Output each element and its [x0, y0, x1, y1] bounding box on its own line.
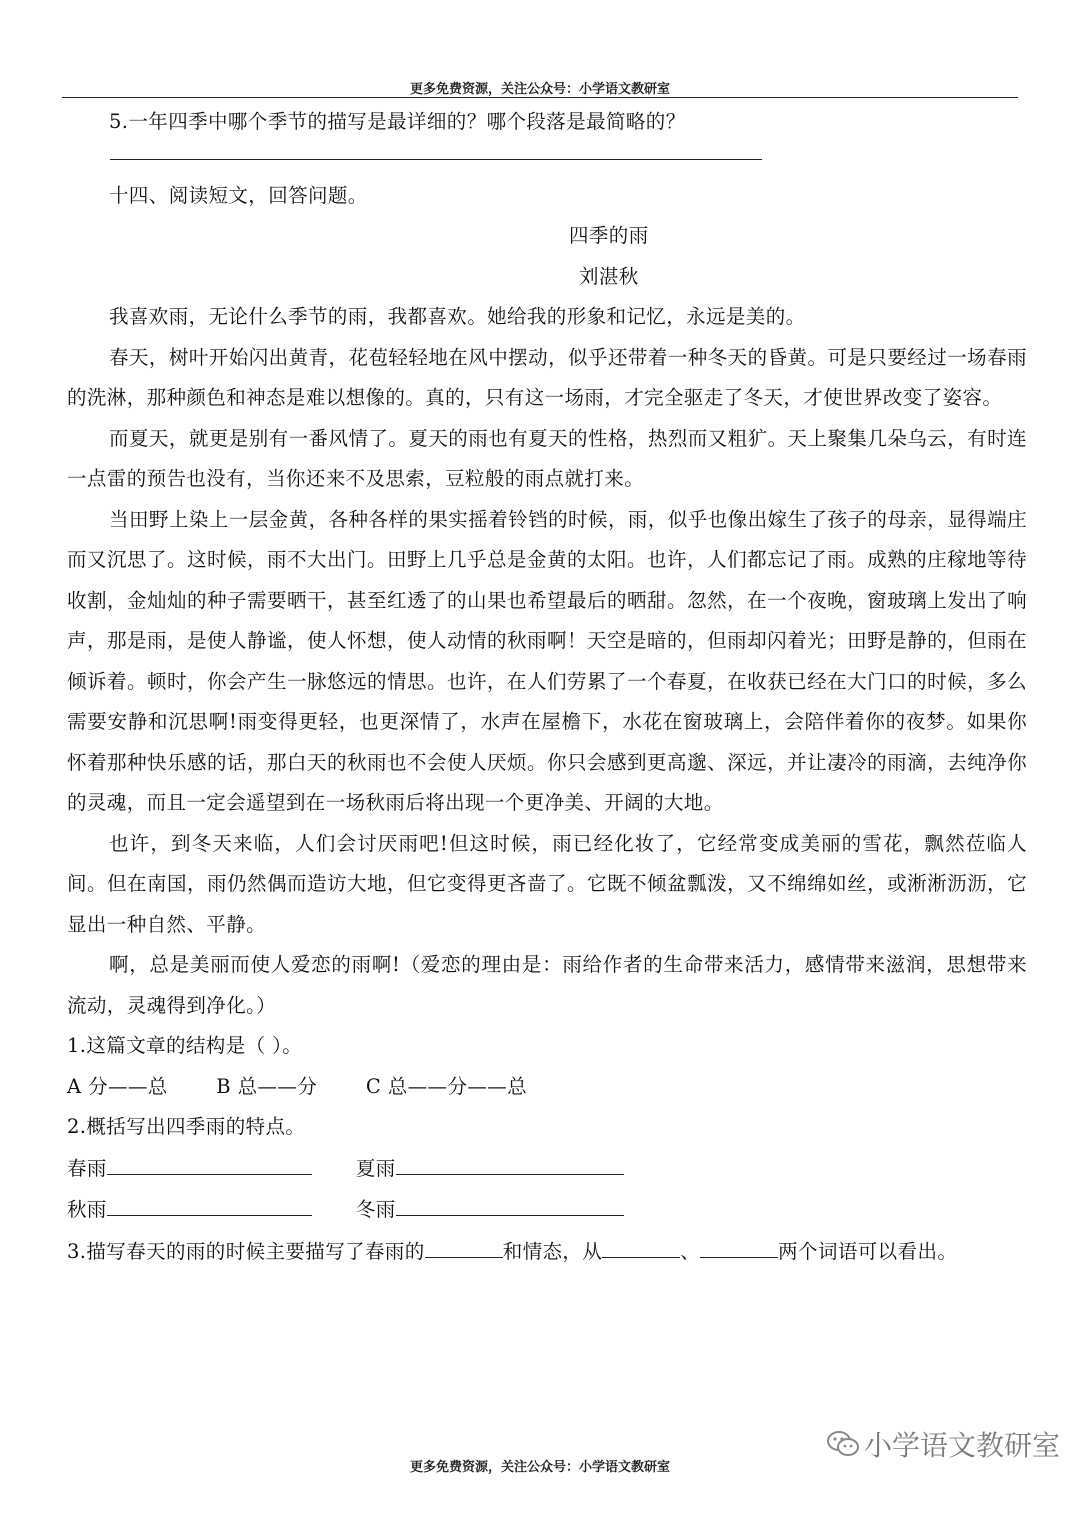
question-1-options: [67, 1067, 1027, 1108]
answer-line: [110, 159, 762, 160]
option-c: C 总——分——总: [365, 1074, 528, 1098]
blank-q3-3[interactable]: [700, 1231, 778, 1258]
q3-text-3: 、: [680, 1239, 701, 1263]
paragraph-2: 春天，树叶开始闪出黄青，花苞轻轻地在风中摆动，似乎还带着一种冬天的昏黄。可是只要经过一场春雨的洗淋，那种颜色和神态是难以想像的。真的，只有这一场雨，才完全驱走了冬天，才使世界改变了姿容。: [67, 345, 1027, 409]
blank-winter[interactable]: [396, 1189, 624, 1216]
article-title: 四季的雨: [569, 224, 649, 247]
paragraph-6: 啊，总是美丽而使人爱恋的雨啊!（爱恋的理由是：雨给作者的生命带来活力，感情带来滋润，思想带来流动，灵魂得到净化。）: [67, 953, 1027, 1017]
page-header: 更多免费资源，关注公众号：小学语文教研室: [409, 82, 670, 97]
question-5: 5.一年四季中哪个季节的描写是最详细的？哪个段落是最简略的？: [109, 110, 686, 133]
article-text: [67, 297, 1027, 1026]
question-2-row-2: [67, 1189, 1027, 1231]
label-winter: 冬雨: [355, 1198, 396, 1221]
question-2-row-1: [67, 1148, 1027, 1190]
worksheet-body: [67, 102, 1027, 1272]
section-heading: 十四、阅读短文，回答问题。: [109, 183, 368, 207]
label-autumn: 秋雨: [67, 1198, 107, 1221]
paragraph-4: 当田野上染上一层金黄，各种各样的果实摇着铃铛的时候，雨，似乎也像出嫁生了孩子的母亲，显得端庄而又沉思了。这时候，雨不大出门。田野上几乎总是金黄的太阳。也许，人们都忘记了雨。成熟的庄稼地等待收割，金灿灿的种子需要晒干，甚至红透了的山果也希望最后的晒甜。忽然，在一个夜晚，窗玻璃上发出了响声，那是雨，是使人静谧，使人怀想，使人动情的秋雨啊！天空是暗的，但雨却闪着光；田野是静的，但雨在倾诉着。顿时，你会产生一脉悠远的情思。也许，在人们劳累了一个春夏，在收获已经在大门口的时候，多么需要安静和沉思啊!雨变得更轻，也更深情了，水声在屋檐下，水花在窗玻璃上，会陪伴着你的夜梦。如果你怀着那种快乐感的话，那白天的秋雨也不会使人厌烦。你只会感到更高邈、深远，并让凄冷的雨滴，去纯净你的灵魂，而且一定会遥望到在一场秋雨后将出现一个更净美、开阔的大地。: [67, 507, 1027, 814]
watermark: [826, 1420, 1060, 1468]
blank-q3-1[interactable]: [425, 1231, 503, 1258]
blank-autumn[interactable]: [107, 1189, 312, 1216]
blank-q3-2[interactable]: [602, 1231, 680, 1258]
label-spring: 春雨: [67, 1156, 107, 1180]
watermark-text: 小学语文教研室: [864, 1429, 1061, 1462]
question-2: 2.概括写出四季雨的特点。: [67, 1115, 306, 1138]
label-summer: 夏雨: [355, 1156, 396, 1180]
paragraph-3: 而夏天，就更是别有一番风情了。夏天的雨也有夏天的性格，热烈而又粗犷。天上聚集几朵乌云，有时连一点雷的预告也没有，当你还来不及思索，豆粒般的雨点就打来。: [67, 426, 1027, 490]
blank-spring[interactable]: [107, 1148, 312, 1175]
paragraph-1: 我喜欢雨，无论什么季节的雨，我都喜欢。她给我的形象和记忆，永远是美的。: [109, 305, 806, 328]
q3-text-2: 和情态，从: [502, 1239, 603, 1263]
q3-text-1: 3.描写春天的雨的时候主要描写了春雨的: [67, 1239, 425, 1263]
paragraph-5: 也许，到冬天来临，人们会讨厌雨吧!但这时候，雨已经化妆了，它经常变成美丽的雪花，飘然莅临人间。但在南国，雨仍然偶而造访大地，但它变得更吝啬了。它既不倾盆瓢泼，又不绵绵如丝，或淅淅沥沥，它显出一种自然、平静。: [67, 831, 1027, 936]
question-3: [67, 1231, 1027, 1273]
blank-summer[interactable]: [396, 1148, 624, 1175]
wechat-icon: [826, 1429, 860, 1459]
question-1: 1.这篇文章的结构是（ ）。: [67, 1034, 303, 1057]
header-divider: [62, 97, 1018, 98]
page-footer: 更多免费资源，关注公众号：小学语文教研室: [409, 1460, 670, 1475]
option-a: A 分——总: [67, 1074, 168, 1098]
q3-text-4: 两个词语可以看出。: [778, 1239, 958, 1263]
article-author: 刘湛秋: [579, 264, 639, 288]
option-b: B 总——分: [216, 1074, 318, 1098]
